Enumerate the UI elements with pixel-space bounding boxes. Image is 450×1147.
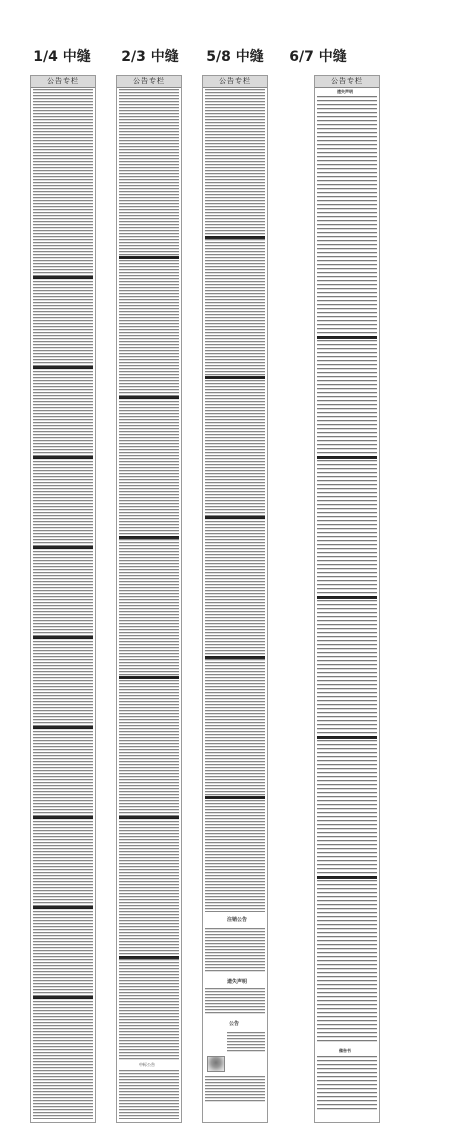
notice-divider xyxy=(119,676,179,679)
notice-divider xyxy=(33,726,93,729)
notice-divider xyxy=(119,536,179,539)
notice-divider xyxy=(33,546,93,549)
notice-divider xyxy=(119,256,179,259)
notice-divider xyxy=(205,236,265,239)
block-heading: 遗失声明 xyxy=(337,89,353,94)
notice-divider xyxy=(33,636,93,639)
notice-divider xyxy=(33,816,93,819)
strip-header: 公告专栏 xyxy=(117,76,181,88)
block-heading: 注销公告 xyxy=(227,917,248,923)
notice-divider xyxy=(119,956,179,959)
block-heading: 中标公告 xyxy=(139,1062,155,1067)
notice-divider xyxy=(33,366,93,369)
notice-text-block xyxy=(33,89,93,1119)
column-title-2: 2/3 中缝 xyxy=(121,49,179,65)
portrait-photo xyxy=(207,1056,225,1072)
notice-divider xyxy=(33,276,93,279)
notice-divider xyxy=(119,396,179,399)
notice-divider xyxy=(205,376,265,379)
newspaper-strip-2 xyxy=(116,75,182,1123)
block-heading: 催告书 xyxy=(339,1048,351,1053)
notice-text-block xyxy=(205,89,265,912)
newspaper-strip-1 xyxy=(30,75,96,1123)
notice-text-block xyxy=(227,1032,265,1052)
notice-divider xyxy=(205,796,265,799)
notice-divider xyxy=(33,996,93,999)
newspaper-strip-4 xyxy=(314,75,380,1123)
notice-divider xyxy=(205,656,265,659)
notice-text-block xyxy=(205,988,265,1014)
notice-text-block xyxy=(119,89,179,1119)
block-heading: 公告 xyxy=(229,1021,240,1027)
notice-divider xyxy=(119,816,179,819)
strip-header: 公告专栏 xyxy=(203,76,267,88)
notice-divider xyxy=(317,596,377,599)
notice-divider xyxy=(205,516,265,519)
notice-text-block xyxy=(205,1076,265,1102)
notice-divider xyxy=(33,456,93,459)
strip-header: 公告专栏 xyxy=(31,76,95,88)
notice-text-block xyxy=(317,1056,377,1112)
notice-divider xyxy=(33,906,93,909)
notice-text-block xyxy=(317,96,377,1042)
notice-divider xyxy=(317,876,377,879)
notice-text-block xyxy=(205,928,265,972)
strip-header: 公告专栏 xyxy=(315,76,379,88)
notice-divider xyxy=(317,336,377,339)
newspaper-strip-3 xyxy=(202,75,268,1123)
notice-divider xyxy=(317,456,377,459)
column-title-4: 6/7 中缝 xyxy=(289,49,347,65)
column-title-1: 1/4 中缝 xyxy=(33,49,91,65)
block-heading: 遗失声明 xyxy=(227,979,248,985)
column-title-3: 5/8 中缝 xyxy=(206,49,264,65)
notice-divider xyxy=(317,736,377,739)
